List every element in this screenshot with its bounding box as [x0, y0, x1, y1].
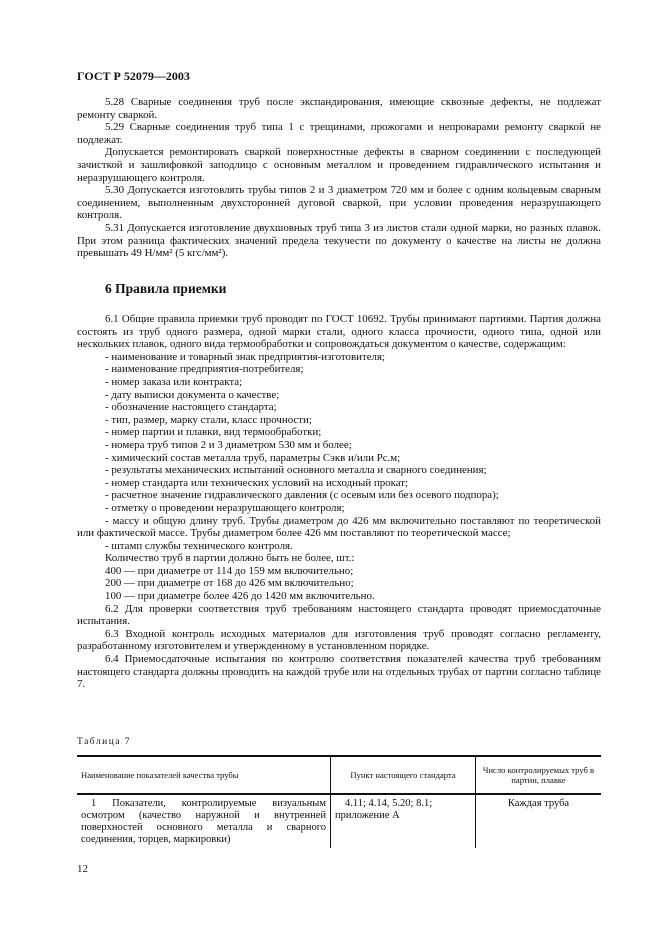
column-header: Пункт настоящего стандарта — [331, 756, 476, 794]
table-cell: 1 Показатели, контролируемые визуальным осмотром (качество наружной и внутренней поверхностей основного металла и сварного соединения, торцев, маркировки) — [81, 798, 326, 845]
list-item: - наименование предприятия-потребителя; — [105, 363, 304, 376]
paragraph: 6.1 Общие правила приемки труб проводят по ГОСТ 10692. Трубы принимают партиями. Партия должна состоять из труб одного размера, одной марки стали, одного класса прочности, одного типа, одной или нескольких плавок, одного вида термообработки и сопровождаться документом о качестве, содержащим: — [77, 313, 601, 351]
paragraph: 5.29 Сварные соединения труб типа 1 с трещинами, прожогами и непроварами ремонту сваркой не подлежат. — [77, 121, 601, 146]
list-item: - отметку о проведении неразрушающего контроля; — [105, 501, 345, 514]
section-5-text — [77, 96, 601, 260]
table-row — [77, 794, 601, 848]
list-item: - номер стандарта или технических условий на исходный прокат; — [105, 476, 409, 489]
paragraph: 5.30 Допускается изготовлять трубы типов 2 и 3 диаметром 720 мм и более с одним кольцевым сварным соединением, выполненным двухсторонней дуговой сваркой, при условии проведения неразрушающего контроля. — [77, 184, 601, 222]
paragraph: 5.28 Сварные соединения труб после экспандирования, имеющие сквозные дефекты, не подлежат ремонту сваркой. — [77, 96, 601, 121]
table-header-row — [77, 756, 601, 794]
paragraph: 200 — при диаметре от 168 до 426 мм включительно; — [105, 577, 354, 590]
list-item: - массу и общую длину труб. Трубы диаметром до 426 мм включительно поставляют по теоретической или фактической массе. Трубы диаметром более 426 мм поставляют по теоретической массе; — [77, 514, 601, 540]
list-item: - дату выписки документа о качестве; — [105, 388, 280, 401]
list-item: - результаты механических испытаний основного металла и сварного соединения; — [105, 464, 487, 477]
column-header: Число контролируемых труб в партии, плавке — [476, 756, 602, 794]
list-item: - обозначение настоящего стандарта; — [105, 401, 277, 414]
list-item: - химический состав металла труб, параметры Cэкв и/или Pс.м; — [105, 451, 401, 464]
column-header: Наименование показателей качества трубы — [77, 756, 331, 794]
table-7 — [77, 755, 601, 848]
list-item: - номер заказа или контракта; — [105, 375, 243, 388]
paragraph: Допускается ремонтировать сваркой поверхностные дефекты в сварном соединении с последующей зачисткой и зашлифовкой заподлицо с основным металлом и проведением гидравлического испытания и неразрушающего контроля. — [77, 146, 601, 184]
paragraph: 6.2 Для проверки соответствия труб требованиям настоящего стандарта проводят приемосдаточные испытания. — [77, 602, 601, 628]
list-item: - тип, размер, марку стали, класс прочности; — [105, 413, 312, 426]
page-number: 12 — [77, 863, 88, 875]
list-item: - штамп службы технического контроля. — [105, 539, 293, 552]
paragraph: Количество труб в партии должно быть не более, шт.: — [105, 552, 355, 565]
paragraph: 6.4 Приемосдаточные испытания по контролю соответствия показателей качества труб требованиям настоящего стандарта должны проводить на каждой трубе или на отдельных трубах от партии согласно таблице 7. — [77, 653, 601, 691]
section-6-text — [77, 313, 601, 691]
table-cell: 4.11; 4.14, 5.20; 8.1; приложение А — [335, 798, 433, 821]
paragraph: 400 — при диаметре от 114 до 159 мм включительно; — [105, 564, 354, 577]
paragraph: 6.3 Входной контроль исходных материалов для изготовления труб проводят согласно регламенту, разработанному изготовителем и утвержденному в установленном порядке. — [77, 627, 601, 653]
paragraph: 100 — при диаметре более 426 до 1420 мм включительно. — [105, 590, 375, 603]
document-header: ГОСТ Р 52079—2003 — [77, 69, 190, 83]
table-cell: Каждая труба — [476, 794, 602, 848]
list-item: - наименование и товарный знак предприятия-изготовителя; — [105, 350, 386, 363]
paragraph: 5.31 Допускается изготовление двухшовных труб типа 3 из листов стали одной марки, но разных плавок. При этом разница фактических значений предела текучести по документу о качестве на листы не должна превышать 49 Н/мм² (5 кгс/мм²). — [77, 221, 601, 260]
section-heading: 6 Правила приемки — [105, 281, 227, 296]
list-item: - номер партии и плавки, вид термообработки; — [105, 426, 322, 439]
list-item: - расчетное значение гидравлического давления (с осевым или без осевого подпора); — [105, 489, 499, 502]
table-label: Таблица 7 — [77, 737, 132, 747]
list-item: - номера труб типов 2 и 3 диаметром 530 мм и более; — [105, 438, 352, 451]
